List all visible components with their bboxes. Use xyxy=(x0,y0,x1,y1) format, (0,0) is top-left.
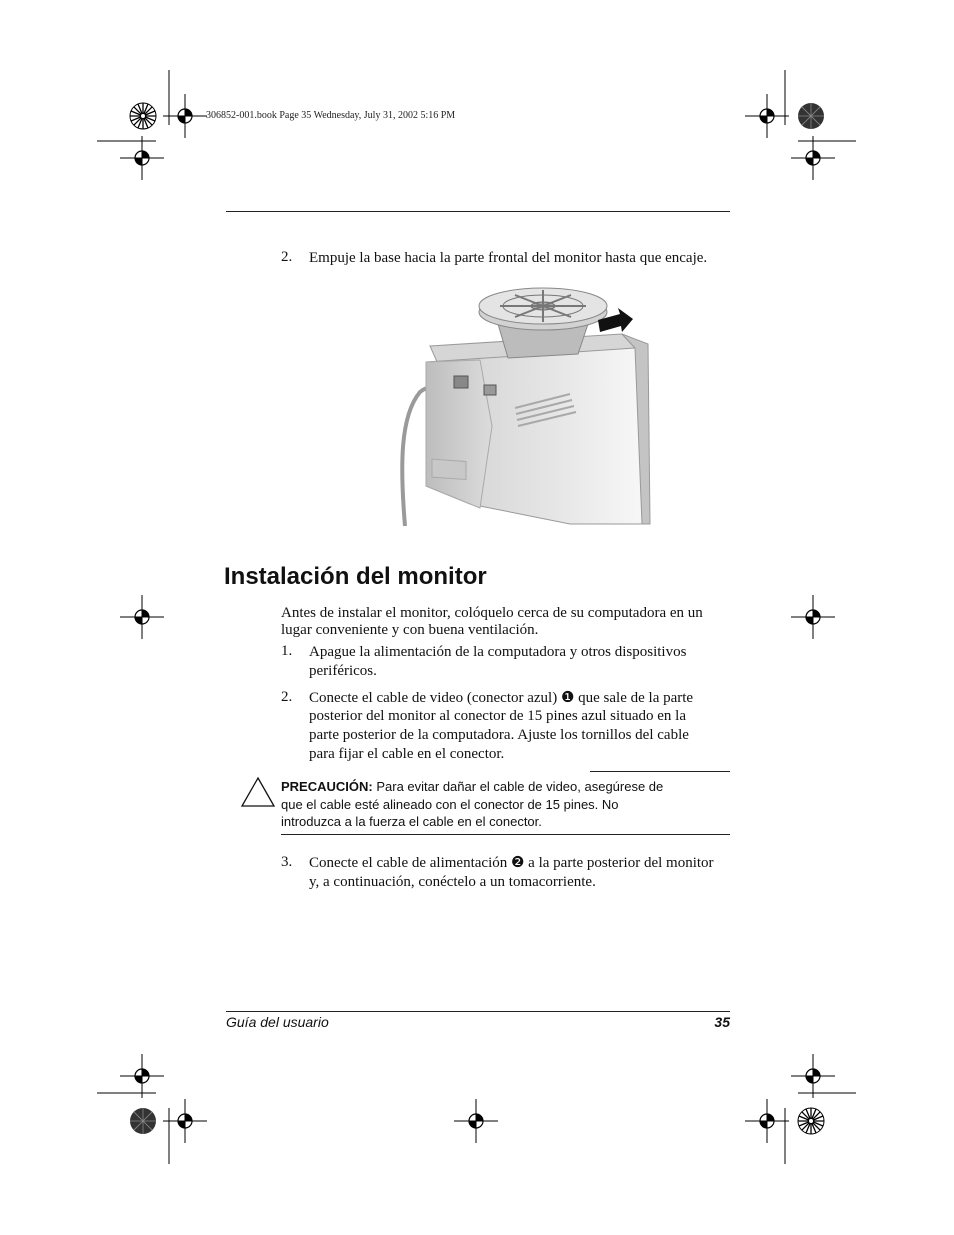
step-2-line-3: parte posterior de la computadora. Ajuste los tornillos del cable xyxy=(309,727,689,743)
step-1-line-2: periféricos. xyxy=(309,663,377,679)
step-1-number: 1. xyxy=(281,643,293,659)
step-2-line-2: posterior del monitor al conector de 15 pines azul situado en la xyxy=(309,708,686,724)
step-top-number: 2. xyxy=(281,249,293,265)
monitor-base-illustration xyxy=(330,276,680,532)
caution-line-1: Para evitar dañar el cable de video, asegúrese de xyxy=(376,779,664,794)
caution-line-2: que el cable esté alineado con el conector de 15 pines. No xyxy=(281,796,619,812)
caution-line-3: introduzca a la fuerza el cable en el conector. xyxy=(281,814,542,829)
step-3-number: 3. xyxy=(281,854,293,870)
caution-bottom-rule xyxy=(281,834,730,835)
intro-line-1: Antes de instalar el monitor, colóquelo cerca de su computadora en un xyxy=(281,605,703,621)
footer-guide-title: Guía del usuario xyxy=(226,1014,329,1030)
step-3-line-1: Conecte el cable de alimentación ❷ a la parte posterior del monitor xyxy=(309,855,714,871)
step-2-line-4: para fijar el cable en el conector. xyxy=(309,746,505,762)
footer-rule xyxy=(226,1011,730,1012)
step-3-line-2: y, a continuación, conéctelo a un tomacorriente. xyxy=(309,874,596,890)
step-2-line-1: Conecte el cable de video (conector azul) ❶ que sale de la parte xyxy=(309,690,694,706)
header-rule xyxy=(226,211,730,212)
intro-line-2: lugar conveniente y con buena ventilación. xyxy=(281,622,539,638)
caution-label: PRECAUCIÓN: xyxy=(281,779,373,794)
caution-triangle-icon xyxy=(240,776,276,808)
step-2-number: 2. xyxy=(281,689,293,705)
section-title: Instalación del monitor xyxy=(224,563,487,590)
caution-top-rule xyxy=(590,771,730,772)
caution-text xyxy=(281,778,721,831)
step-top-text: Empuje la base hacia la parte frontal del monitor hasta que encaje. xyxy=(309,250,708,266)
step-1-line-1: Apague la alimentación de la computadora y otros dispositivos xyxy=(309,644,687,660)
page-number: 35 xyxy=(714,1014,730,1030)
print-info: 306852-001.book Page 35 Wednesday, July 31, 2002 5:16 PM xyxy=(206,110,456,121)
